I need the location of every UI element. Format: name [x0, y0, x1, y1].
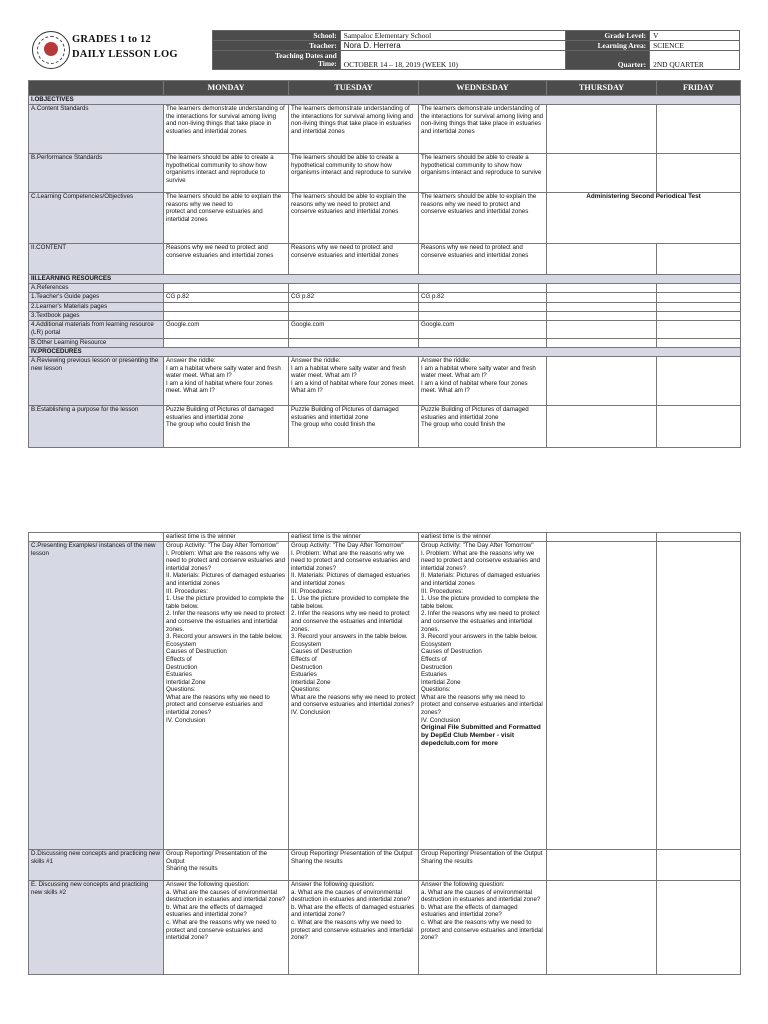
title-line-1: GRADES 1 to 12 — [72, 34, 151, 45]
additional-materials-wed: Google.com — [419, 321, 547, 339]
purpose-row — [29, 406, 741, 448]
lesson-table-page-2 — [28, 532, 741, 975]
lesson-log-header — [28, 30, 740, 74]
school-value: Sampaloc Elementary School — [340, 31, 566, 41]
teachers-guide-mon: CG p.82 — [164, 293, 289, 303]
performance-standards-tue: The learners should be able to create a hypothetical community to show how organisms interact and reproduce to survive — [289, 154, 419, 193]
discussing2-label: E. Discussing new concepts and practicing new skills #2 — [29, 881, 164, 975]
page-1 — [0, 0, 768, 480]
teachers-guide-label: 1.Teacher's Guide pages — [29, 293, 164, 303]
presenting-wed — [419, 542, 547, 850]
teacher-value: Nora D. Herrera — [340, 41, 566, 51]
learners-materials-row — [29, 303, 741, 312]
dates-label-line-2: Time: — [317, 59, 337, 68]
performance-standards-wed: The learners should be able to create a hypothetical community to show how organisms interact and reproduce to survive — [419, 154, 547, 193]
teachers-guide-tue: CG p.82 — [289, 293, 419, 303]
continuation-row — [29, 533, 741, 542]
continuation-mon: earliest time is the winner — [164, 533, 289, 542]
section-procedures: IV.PROCEDURES — [29, 348, 741, 357]
discussing2-mon: Answer the following question: a. What are the causes of environmental destruction in estuaries and intertidal zone? b. What are the effects of damaged estuaries and intertidal zone? c. What are the reasons why we need to protect and conserve estuaries and intertidal zone? — [164, 881, 289, 975]
header-info-table — [212, 30, 740, 70]
presenting-wed-text: Group Activity: "The Day After Tomorrow" I. Problem: What are the reasons why we need to protect and conserve estuaries and intertidal zones? II. Materials: Pictures of damaged estuaries and intertidal zones III. Procedures: 1. Use the picture provided to complete the table below. 2. Infer the reasons why we need to protect and conserve the estuaries and intertidal zones. 3. Record your answers in the table below. Ecosystem Causes of Destruction Effects of Destruction Estuaries Intertidal Zone Questions: What are the reasons why we need to protect and conserve estuaries and intertidal zones? IV. Conclusion — [421, 542, 543, 724]
teachers-guide-wed: CG p.82 — [419, 293, 547, 303]
dates-label — [213, 51, 341, 70]
club-watermark: Original File Submitted and Formatted by DepEd Club Member - visit depedclub.com for more — [421, 724, 541, 748]
content-standards-wed: The learners demonstrate understanding of the interactions for survival among living and non-living things that take place in estuaries and intertidal zones — [419, 105, 547, 154]
discussing2-tue: Answer the following question: a. What are the causes of environmental destruction in estuaries and intertidal zone? b. What are the effects of damaged estuaries and intertidal zone? c. What are the reasons why we need to protect and conserve estuaries and intertidal zone? — [289, 881, 419, 975]
continuation-wed: earliest time is the winner — [419, 533, 547, 542]
additional-materials-row — [29, 321, 741, 339]
day-monday: MONDAY — [164, 81, 289, 96]
quarter-value: 2ND QUARTER — [650, 51, 740, 70]
day-header-row — [29, 81, 741, 96]
continuation-tue: earliest time is the winner — [289, 533, 419, 542]
lesson-table-page-1 — [28, 80, 741, 448]
corner-cell — [29, 81, 164, 96]
competencies-row — [29, 193, 741, 244]
grade-label: Grade Level: — [566, 31, 650, 41]
discussing1-wed: Group Reporting/ Presentation of the Output Sharing the results — [419, 850, 547, 881]
performance-standards-row — [29, 154, 741, 193]
discussing1-row — [29, 850, 741, 881]
additional-materials-mon: Google.com — [164, 321, 289, 339]
content-standards-label: A.Content Standards — [29, 105, 164, 154]
purpose-mon: Puzzle Building of Pictures of damaged estuaries and intertidal zone The group who could finish the — [164, 406, 289, 448]
discussing1-tue: Group Reporting/ Presentation of the Output Sharing the results — [289, 850, 419, 881]
reviewing-label: A.Reviewing previous lesson or presenting the new lesson — [29, 357, 164, 406]
reviewing-tue: Answer the riddle: I am a habitat where salty water and fresh water meet. What am I? I am a kind of habitat where four zones meet. What am I? — [289, 357, 419, 406]
section-learning-resources: III.LEARNING RESOURCES — [29, 275, 741, 284]
school-label: School: — [213, 31, 341, 41]
title-line-2: DAILY LESSON LOG — [72, 49, 178, 60]
section-objectives: I.OBJECTIVES — [29, 96, 741, 105]
textbook-row — [29, 312, 741, 321]
teachers-guide-row — [29, 293, 741, 303]
references-row — [29, 284, 741, 293]
day-thursday: THURSDAY — [547, 81, 657, 96]
textbook-label: 3.Textbook pages — [29, 312, 164, 321]
discussing1-mon: Group Reporting/ Presentation of the Output Sharing the results — [164, 850, 289, 881]
competencies-wed: The learners should be able to explain the reasons why we need to protect and conserve estuaries and intertidal zones — [419, 193, 547, 244]
document-title — [72, 32, 178, 62]
additional-materials-label: 4.Additional materials from learning resource (LR) portal — [29, 321, 164, 339]
reviewing-mon: Answer the riddle: I am a habitat where salty water and fresh water meet. What am I? I am a kind of habitat where four zones meet. What am I? — [164, 357, 289, 406]
competencies-label: C.Learning Competencies/Objectives — [29, 193, 164, 244]
content-tue: Reasons why we need to protect and conserve estuaries and intertidal zones — [289, 244, 419, 275]
dates-label-line-1: Teaching Dates and — [274, 51, 337, 60]
competencies-tue: The learners should be able to explain the reasons why we need to protect and conserve estuaries and intertidal zones — [289, 193, 419, 244]
discussing1-label: D.Discussing new concepts and practicing new skills #1 — [29, 850, 164, 881]
content-label: II.CONTENT — [29, 244, 164, 275]
presenting-tue: Group Activity: "The Day After Tomorrow" I. Problem: What are the reasons why we need to protect and conserve estuaries and intertidal zones? II. Materials: Pictures of damaged estuaries and intertidal zones III. Procedures: 1. Use the picture provided to complete the table below. 2. Infer the reasons why we need to protect and conserve the estuaries and intertidal zones. 3. Record your answers in the table below. Ecosystem Causes of Destruction Effects of Destruction Estuaries Intertidal Zone Questions: What are the reasons why we need to protect and conserve estuaries and intertidal zones? IV. Conclusion — [289, 542, 419, 850]
teacher-label: Teacher: — [213, 41, 341, 51]
content-standards-tue: The learners demonstrate understanding of the interactions for survival among living and non-living things that take place in estuaries and intertidal zones — [289, 105, 419, 154]
presenting-mon: Group Activity: "The Day After Tomorrow" I. Problem: What are the reasons why we need to protect and conserve estuaries and intertidal zones? II. Materials: Pictures of damaged estuaries and intertidal zones III. Procedures: 1. Use the picture provided to complete the table below. 2. Infer the reasons why we need to protect and conserve the estuaries and intertidal zones. 3. Record your answers in the table below. Ecosystem Causes of Destruction Effects of Destruction Estuaries Intertidal Zone Questions: What are the reasons why we need to protect and conserve estuaries and intertidal zones? IV. Conclusion — [164, 542, 289, 850]
day-friday: FRIDAY — [657, 81, 741, 96]
content-wed: Reasons why we need to protect and conserve estuaries and intertidal zones — [419, 244, 547, 275]
day-wednesday: WEDNESDAY — [419, 81, 547, 96]
content-mon: Reasons why we need to protect and conserve estuaries and intertidal zones — [164, 244, 289, 275]
grade-value: V — [650, 31, 740, 41]
page-2 — [0, 520, 768, 1000]
purpose-tue: Puzzle Building of Pictures of damaged estuaries and intertidal zone The group who could finish the — [289, 406, 419, 448]
discussing2-row — [29, 881, 741, 975]
learners-materials-label: 2.Learner's Materials pages — [29, 303, 164, 312]
quarter-label: Quarter: — [566, 51, 650, 70]
presenting-label: C.Presenting Examples/ instances of the new lesson — [29, 542, 164, 850]
reviewing-wed: Answer the riddle: I am a habitat where salty water and fresh water meet. What am I? I am a kind of habitat where four zones meet. What am I? — [419, 357, 547, 406]
purpose-label: B.Establishing a purpose for the lesson — [29, 406, 164, 448]
presenting-row — [29, 542, 741, 850]
other-resource-label: B.Other Learning Resource — [29, 339, 164, 348]
content-row — [29, 244, 741, 275]
competencies-mon: The learners should be able to explain the reasons why we need to protect and conserve estuaries and intertidal zones — [164, 193, 289, 244]
references-label: A.References — [29, 284, 164, 293]
area-label: Learning Area: — [566, 41, 650, 51]
content-standards-row — [29, 105, 741, 154]
discussing2-wed: Answer the following question: a. What are the causes of environmental destruction in estuaries and intertidal zone? b. What are the effects of damaged estuaries and intertidal zone? c. What are the reasons why we need to protect and conserve estuaries and intertidal zone? — [419, 881, 547, 975]
performance-standards-mon: The learners should be able to create a hypothetical community to show how organisms interact and reproduce to survive — [164, 154, 289, 193]
day-tuesday: TUESDAY — [289, 81, 419, 96]
dates-value: OCTOBER 14 – 18, 2019 (WEEK 10) — [340, 51, 566, 70]
reviewing-row — [29, 357, 741, 406]
other-resource-row — [29, 339, 741, 348]
purpose-wed: Puzzle Building of Pictures of damaged estuaries and intertidal zone The group who could finish the — [419, 406, 547, 448]
additional-materials-tue: Google.com — [289, 321, 419, 339]
periodical-test-note: Administering Second Periodical Test — [547, 193, 741, 244]
performance-standards-label: B.Performance Standards — [29, 154, 164, 193]
area-value: SCIENCE — [650, 41, 740, 51]
deped-seal-icon — [32, 31, 70, 69]
content-standards-mon: The learners demonstrate understanding of the interactions for survival among living and non-living things that take place in estuaries and intertidal zones — [164, 105, 289, 154]
